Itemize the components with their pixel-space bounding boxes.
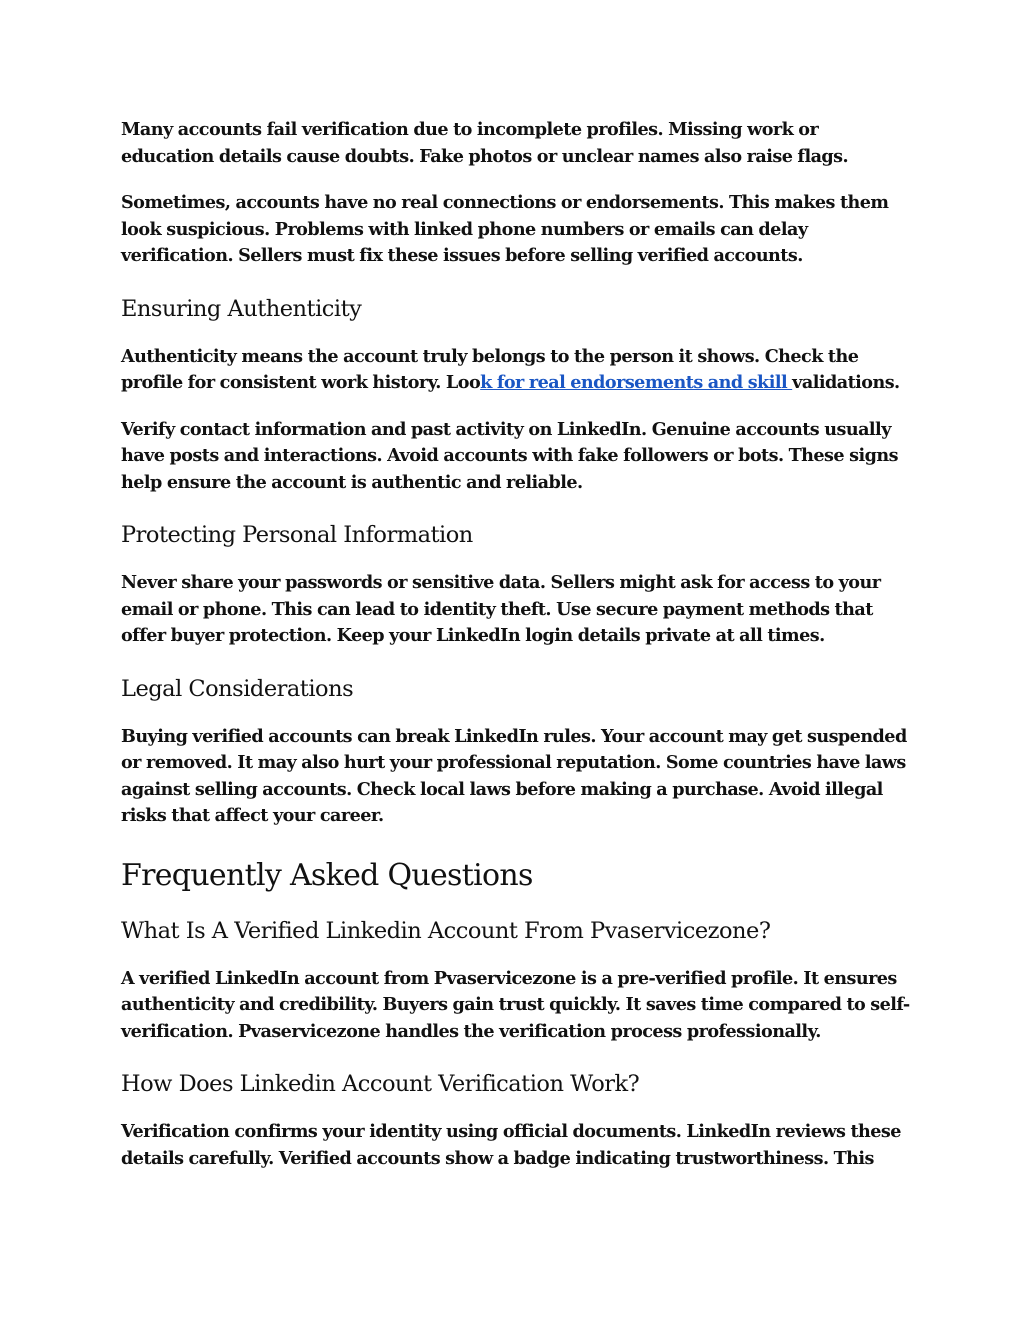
paragraph-incomplete-profiles: Many accounts fail verification due to incomplete profiles. Missing work or education details cause doubts. Fake photos or unclear names also raise flags. <box>121 119 849 167</box>
paragraph-authenticity-text-before: Authenticity means the account truly belongs to the person it shows. Check the profile for consistent work history. Loo <box>121 345 859 393</box>
faq-answer-what-is: A verified LinkedIn account from Pvaservicezone is a pre-verified profile. It ensures authenticity and credibility. Buyers gain trust quickly. It saves time compared to self-verification. Pvaservicezone handles the verification process professionally. <box>121 967 910 1042</box>
endorsements-link[interactable]: k for real endorsements and skill <box>480 372 793 393</box>
paragraph-no-connections: Sometimes, accounts have no real connections or endorsements. This makes them look suspicious. Problems with linked phone numbers or emails can delay verification. Sellers must fix these issues before selling verified accounts. <box>121 192 889 266</box>
heading-protecting-personal-information: Protecting Personal Information <box>121 522 473 548</box>
paragraph-buying-verified: Buying verified accounts can break LinkedIn rules. Your account may get suspended or removed. It may also hurt your professional reputation. Some countries have laws against selling accounts. Check local laws before making a purchase. Avoid illegal risks that affect your career. <box>121 725 907 826</box>
paragraph-authenticity-text-after: validations. <box>792 372 900 393</box>
heading-faq: Frequently Asked Questions <box>121 857 533 893</box>
paragraph-verify-contact: Verify contact information and past activity on LinkedIn. Genuine accounts usually have posts and interactions. Avoid accounts with fake followers or bots. These signs help ensure the account is authentic and reliable. <box>121 418 898 493</box>
heading-legal-considerations: Legal Considerations <box>121 675 354 702</box>
paragraph-never-share: Never share your passwords or sensitive data. Sellers might ask for access to your email or phone. This can lead to identity theft. Use secure payment methods that offer buyer protection. Keep your LinkedIn login details private at all times. <box>121 572 881 646</box>
document-page <box>121 117 911 1172</box>
faq-question-how-does: How Does Linkedin Account Verification Work? <box>121 1071 640 1097</box>
heading-ensuring-authenticity: Ensuring Authenticity <box>121 295 362 322</box>
paragraph-authenticity <box>121 344 911 397</box>
faq-question-what-is: What Is A Verified Linkedin Account From Pvaservicezone? <box>121 917 771 944</box>
faq-answer-how-does: Verification confirms your identity using official documents. LinkedIn reviews these details carefully. Verified accounts show a badge indicating trustworthiness. This <box>121 1121 901 1169</box>
